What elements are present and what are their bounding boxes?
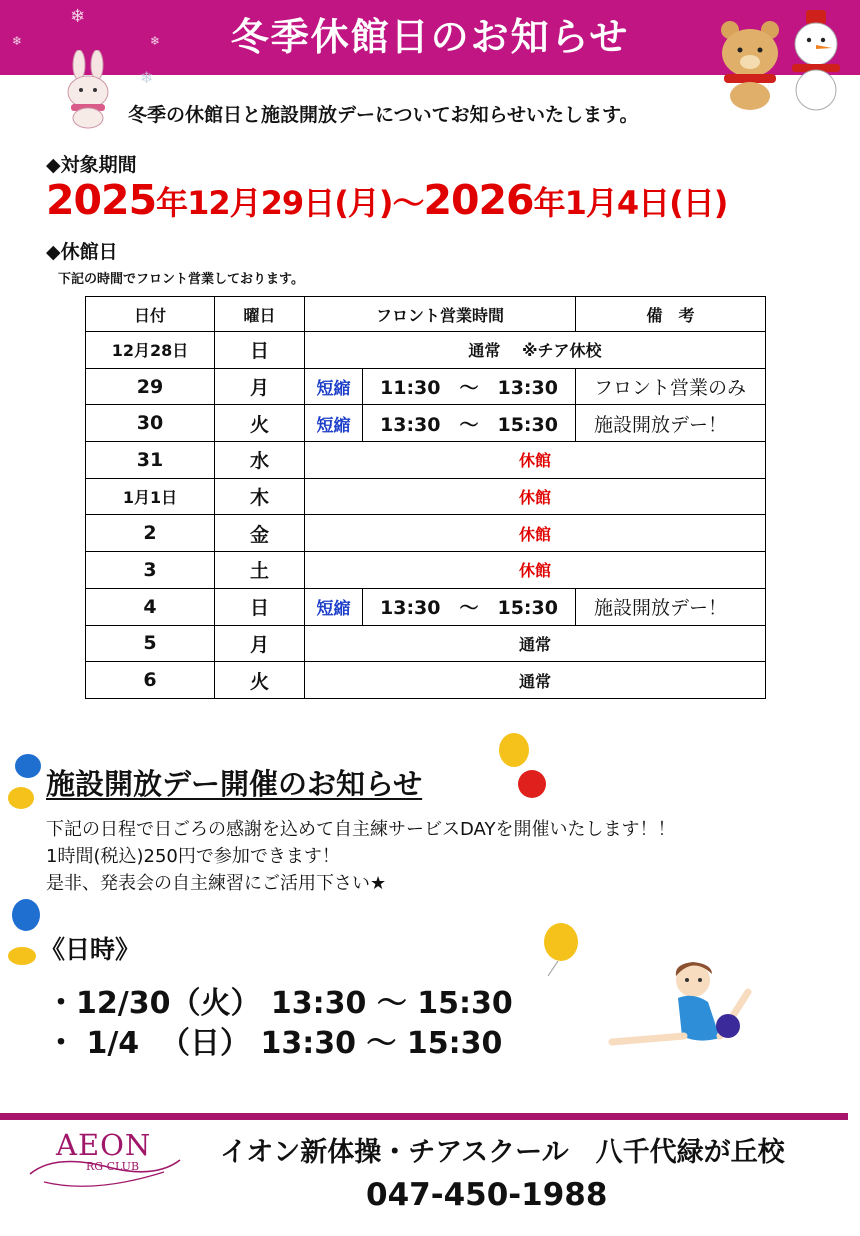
period-range: [46, 176, 727, 224]
closure-label: ◆休館日: [46, 241, 118, 263]
short-hours-badge: 短縮: [305, 405, 363, 442]
date-cell: 29: [86, 368, 215, 405]
logo-subtitle: RG CLUB: [86, 1160, 140, 1173]
schedule-table: [85, 296, 766, 699]
school-name: イオン新体操・チアスクール 八千代緑が丘校: [220, 1137, 785, 1168]
period-end-year: 2026: [423, 176, 534, 224]
date-cell: 12月28日: [86, 332, 215, 369]
status-cell: 通常: [305, 625, 766, 662]
short-hours-badge: 短縮: [305, 588, 363, 625]
closed-cell: 休館: [305, 442, 766, 479]
table-row: [86, 662, 766, 699]
snowflake-icon: ❄: [140, 68, 154, 87]
footer-rule: [0, 1113, 848, 1120]
date-cell: 31: [86, 442, 215, 479]
date-cell: 4: [86, 588, 215, 625]
period-start-rest: 年12月29日(月)～: [156, 184, 424, 222]
remark-cell: 施設開放デー！: [576, 588, 766, 625]
date-cell: 3: [86, 552, 215, 589]
weekday-cell: 土: [215, 552, 305, 589]
closed-cell: 休館: [305, 552, 766, 589]
open-day-text: 1時間(税込)250円で参加できます！: [46, 846, 340, 867]
snowflake-icon: ❄: [150, 34, 161, 48]
date-cell: 30: [86, 405, 215, 442]
date-cell: 1月1日: [86, 478, 215, 515]
table-row: [86, 332, 766, 369]
status-cell: 通常 ※チア休校: [305, 332, 766, 369]
balloon-icon: [6, 752, 46, 814]
table-row: [86, 552, 766, 589]
weekday-cell: 水: [215, 442, 305, 479]
weekday-cell: 月: [215, 368, 305, 405]
header-remarks: 備 考: [576, 297, 766, 332]
gymnast-illustration: [608, 958, 778, 1058]
balloon-icon: [540, 922, 582, 978]
table-header-row: [86, 297, 766, 332]
header-hours: フロント営業時間: [305, 297, 576, 332]
date-cell: 6: [86, 662, 215, 699]
time-cell: 13:30 ～ 15:30: [363, 588, 576, 625]
page-title: 冬季休館日のお知らせ: [230, 15, 630, 59]
weekday-cell: 火: [215, 405, 305, 442]
period-end-rest: 年1月4日(日): [533, 184, 728, 222]
balloon-icon: [496, 730, 556, 810]
status-cell: 通常: [305, 662, 766, 699]
date-cell: 5: [86, 625, 215, 662]
table-row: [86, 405, 766, 442]
date-cell: 2: [86, 515, 215, 552]
weekday-cell: 火: [215, 662, 305, 699]
time-cell: 11:30 ～ 13:30: [363, 368, 576, 405]
datetime-line: ・12/30（火） 13:30 ～ 15:30: [46, 986, 513, 1021]
aeon-logo: AEON: [56, 1128, 152, 1162]
intro-text: 冬季の休館日と施設開放デーについてお知らせいたします。: [128, 104, 639, 126]
table-note: 下記の時間でフロント営業しております。: [58, 272, 304, 287]
rabbit-illustration: [55, 50, 125, 130]
header-date: 日付: [86, 297, 215, 332]
period-label: ◆対象期間: [46, 154, 137, 176]
snowflake-icon: ❄: [70, 6, 86, 27]
datetime-line: ・ 1/4 （日） 13:30 ～ 15:30: [46, 1026, 503, 1061]
header-weekday: 曜日: [215, 297, 305, 332]
weekday-cell: 木: [215, 478, 305, 515]
table-row: [86, 368, 766, 405]
weekday-cell: 月: [215, 625, 305, 662]
weekday-cell: 日: [215, 332, 305, 369]
period-start-year: 2025: [46, 176, 157, 224]
time-cell: 13:30 ～ 15:30: [363, 405, 576, 442]
datetime-label: 《日時》: [40, 935, 141, 964]
open-day-heading: 施設開放デー開催のお知らせ: [46, 767, 423, 801]
open-day-text: 是非、発表会の自主練習にご活用下さい★: [46, 873, 387, 894]
table-row: [86, 515, 766, 552]
snowflake-icon: ❄: [12, 34, 23, 48]
closed-cell: 休館: [305, 515, 766, 552]
open-day-text: 下記の日程で日ごろの感謝を込めて自主練サービスDAYを開催いたします！！: [46, 819, 676, 840]
short-hours-badge: 短縮: [305, 368, 363, 405]
logo-swash: [24, 1150, 186, 1194]
table-row: [86, 588, 766, 625]
phone-number: 047-450-1988: [366, 1177, 608, 1213]
remark-cell: フロント営業のみ: [576, 368, 766, 405]
weekday-cell: 金: [215, 515, 305, 552]
closed-cell: 休館: [305, 478, 766, 515]
remark-cell: 施設開放デー！: [576, 405, 766, 442]
weekday-cell: 日: [215, 588, 305, 625]
table-row: [86, 442, 766, 479]
bear-snowman-illustration: [708, 8, 850, 112]
table-row: [86, 478, 766, 515]
table-row: [86, 625, 766, 662]
